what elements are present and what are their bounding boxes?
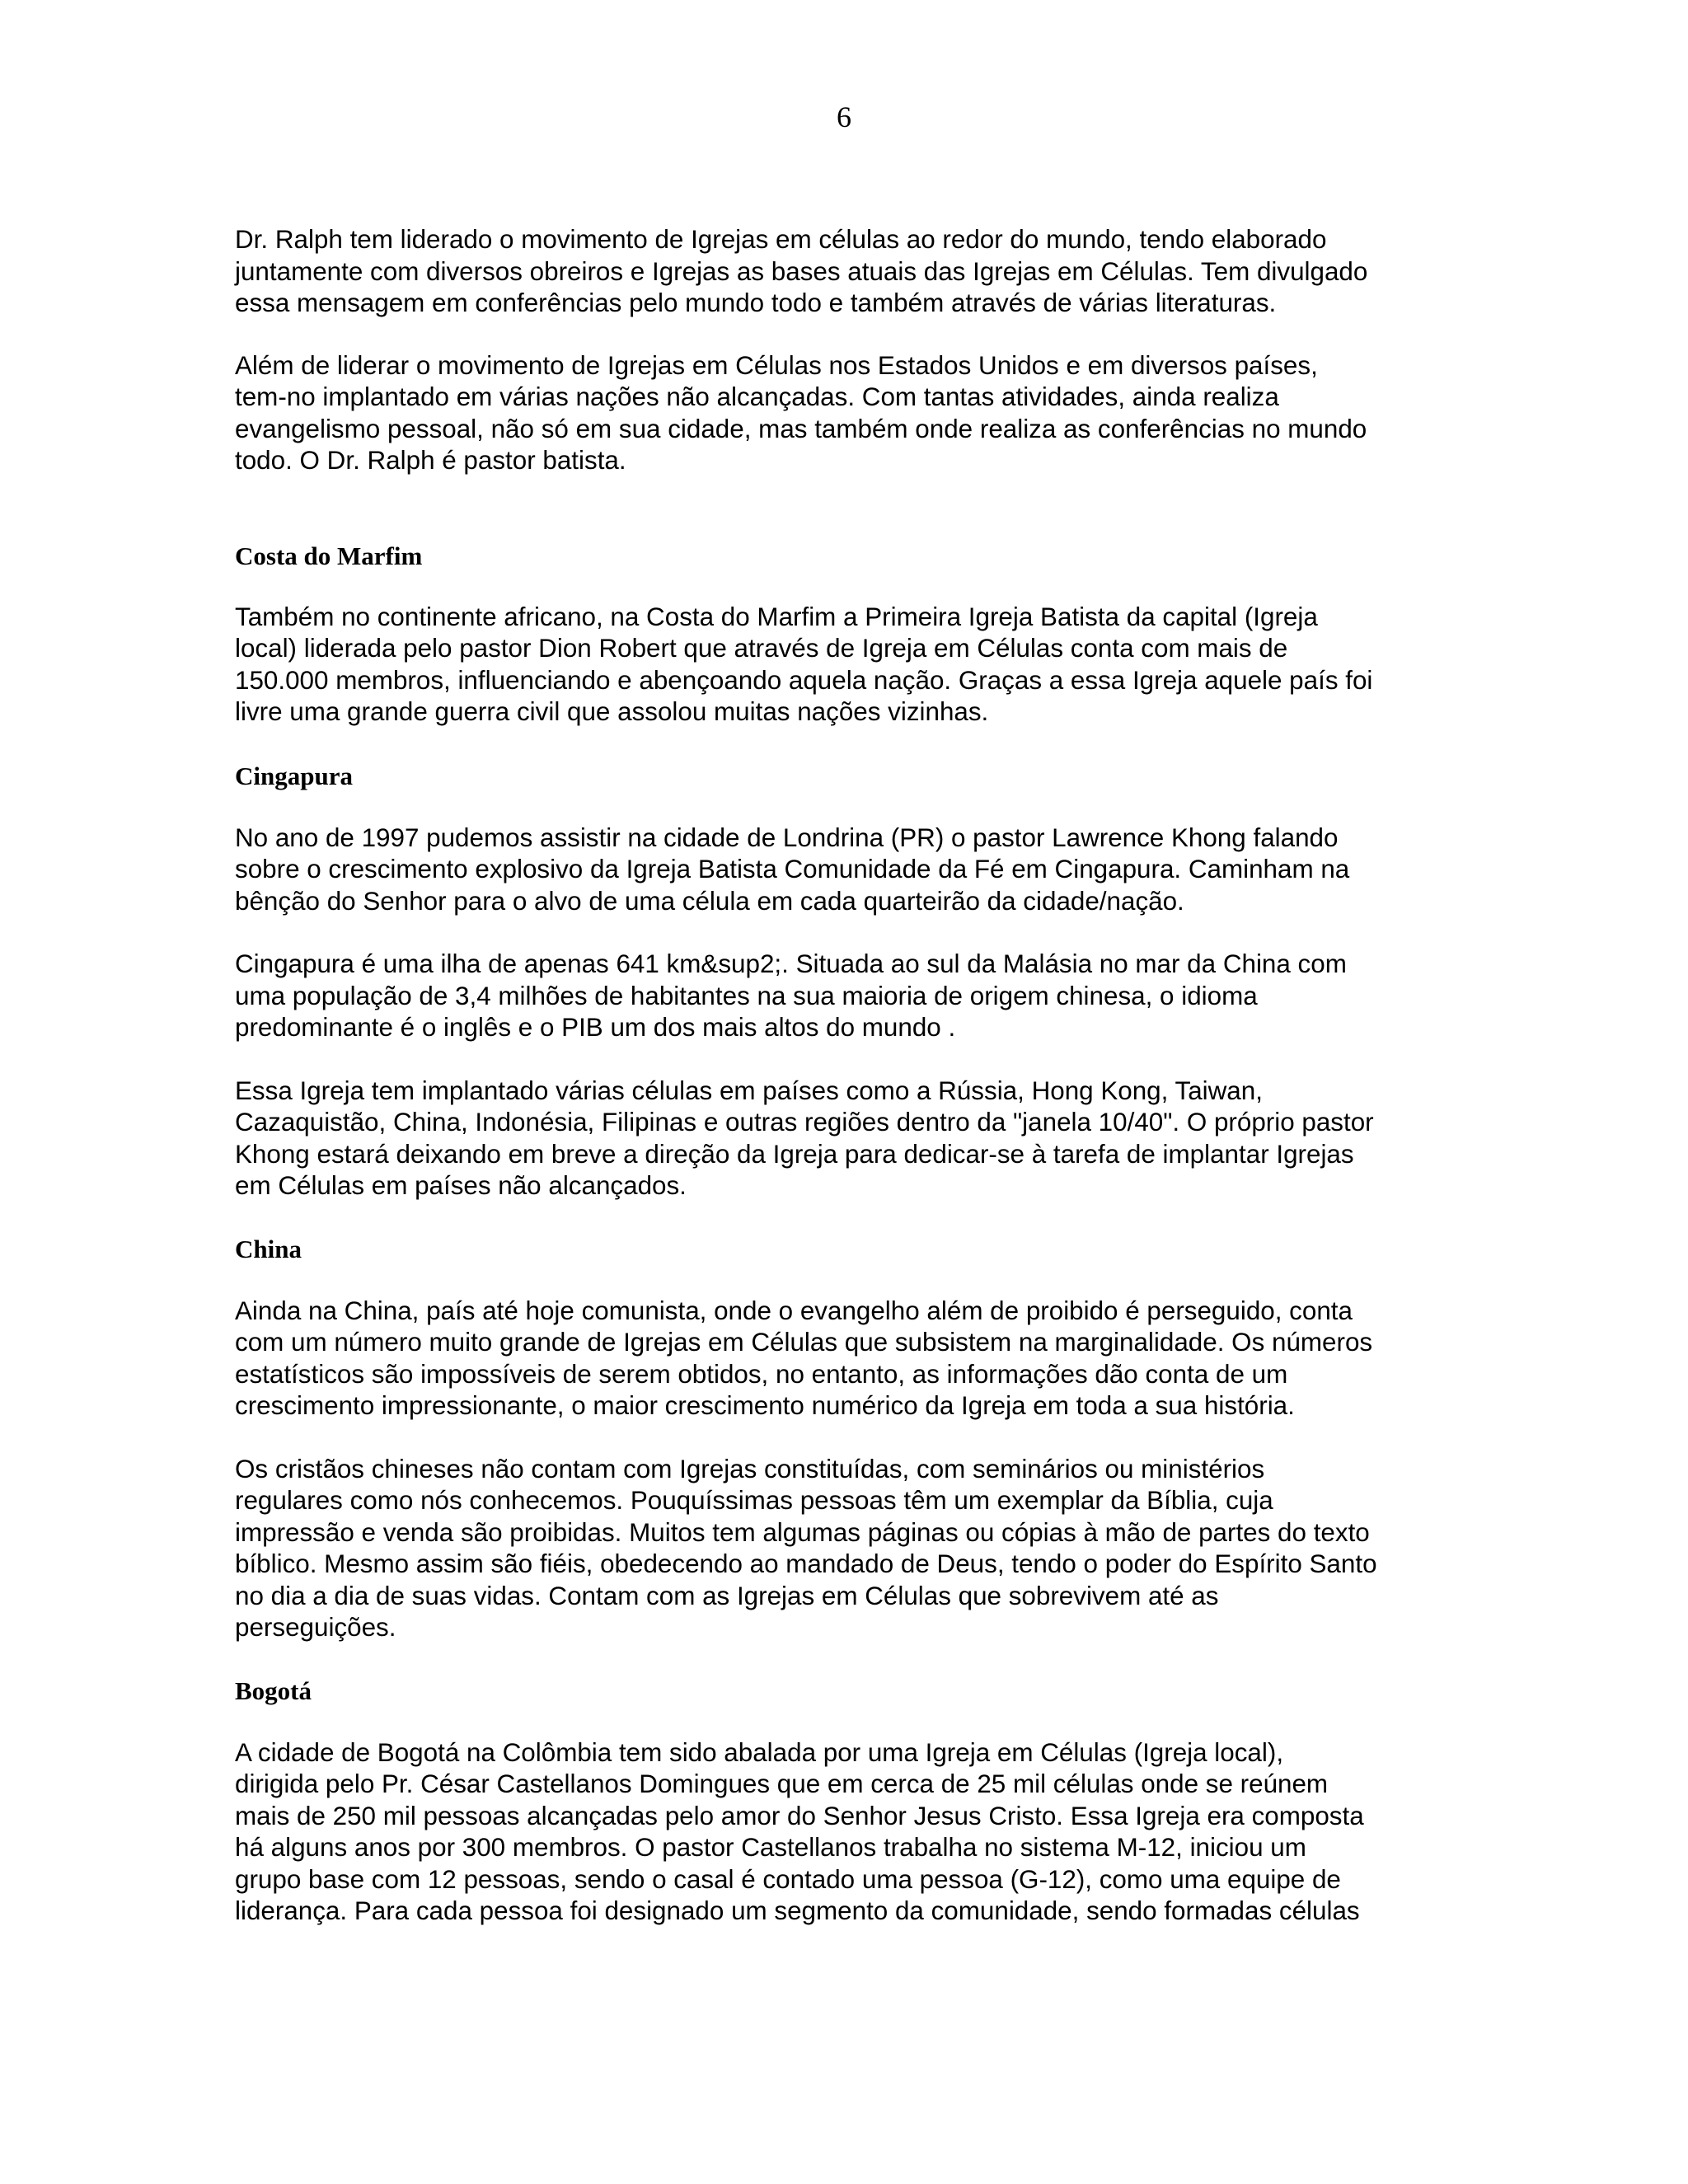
section-heading-costa-do-marfim: Costa do Marfim bbox=[235, 541, 423, 570]
body-paragraph: Ainda na China, país até hoje comunista, onde o evangelho além de proibido é perseguido, conta com um número muito grande de Igrejas em Células que subsistem na marginalidade. Os números estatísticos são impossíveis de serem obtidos, no entanto, as informações dão conta de um crescimento impressionante, o maior crescimento numérico da Igreja em toda a sua história. bbox=[235, 1296, 1373, 1420]
body-paragraph: A cidade de Bogotá na Colômbia tem sido abalada por uma Igreja em Células (Igreja local), dirigida pelo Pr. César Castellanos Domingues que em cerca de 25 mil células onde se reúnem mais de 250 mil pessoas alcançadas pelo amor do Senhor Jesus Cristo. Essa Igreja era composta há alguns anos por 300 membros. O pastor Castellanos trabalha no sistema M-12, iniciou um grupo base com 12 pessoas, sendo o casal é contado uma pessoa (G-12), como uma equipe de liderança. Para cada pessoa foi designado um segmento da comunidade, sendo formadas células bbox=[235, 1737, 1364, 1925]
body-paragraph: No ano de 1997 pudemos assistir na cidade de Londrina (PR) o pastor Lawrence Khong falando sobre o crescimento explosivo da Igreja Batista Comunidade da Fé em Cingapura. Caminham na bênção do Senhor para o alvo de uma célula em cada quarteirão da cidade/nação. bbox=[235, 823, 1350, 916]
intro-paragraph: Além de liderar o movimento de Igrejas em Células nos Estados Unidos e em diversos países, tem-no implantado em várias nações não alcançadas. Com tantas atividades, ainda realiza evangelismo pessoal, não só em sua cidade, mas também onde realiza as conferências no mundo todo. O Dr. Ralph é pastor batista. bbox=[235, 350, 1367, 475]
section-heading-cingapura: Cingapura bbox=[235, 761, 353, 790]
body-paragraph: Os cristãos chineses não contam com Igrejas constituídas, com seminários ou ministérios regulares como nós conhecemos. Pouquíssimas pessoas têm um exemplar da Bíblia, cuja impressão e venda são proibidas. Muitos tem algumas páginas ou cópias à mão de partes do texto bíblico. Mesmo assim são fiéis, obedecendo ao mandado de Deus, tendo o poder do Espírito Santo no dia a dia de suas vidas. Contam com as Igrejas em Células que sobrevivem até as perseguições. bbox=[235, 1454, 1377, 1642]
section-heading-bogota: Bogotá bbox=[235, 1675, 312, 1705]
page-number: 6 bbox=[837, 101, 851, 134]
page-content bbox=[235, 224, 1459, 1928]
body-paragraph: Essa Igreja tem implantado várias células em países como a Rússia, Hong Kong, Taiwan, Cazaquistão, China, Indonésia, Filipinas e outras regiões dentro da "janela 10/40". O próprio pastor Khong estará deixando em breve a direção da Igreja para dedicar-se à tarefa de implantar Igrejas em Células em países não alcançados. bbox=[235, 1076, 1374, 1200]
intro-paragraph: Dr. Ralph tem liderado o movimento de Igrejas em células ao redor do mundo, tendo elaborado juntamente com diversos obreiros e Igrejas as bases atuais das Igrejas em Células. Tem divulgado essa mensagem em conferências pelo mundo todo e também através de várias literaturas. bbox=[235, 225, 1368, 317]
section-heading-china: China bbox=[235, 1234, 302, 1263]
body-paragraph: Também no continente africano, na Costa do Marfim a Primeira Igreja Batista da capital (Igreja local) liderada pelo pastor Dion Robert que através de Igreja em Células conta com mais de 150.000 membros, influenciando e abençoando aquela nação. Graças a essa Igreja aquele país foi livre uma grande guerra civil que assolou muitas nações vizinhas. bbox=[235, 602, 1373, 726]
body-paragraph: Cingapura é uma ilha de apenas 641 km&sup2;. Situada ao sul da Malásia no mar da China com uma população de 3,4 milhões de habitantes na sua maioria de origem chinesa, o idioma predominante é o inglês e o PIB um dos mais altos do mundo . bbox=[235, 949, 1347, 1042]
